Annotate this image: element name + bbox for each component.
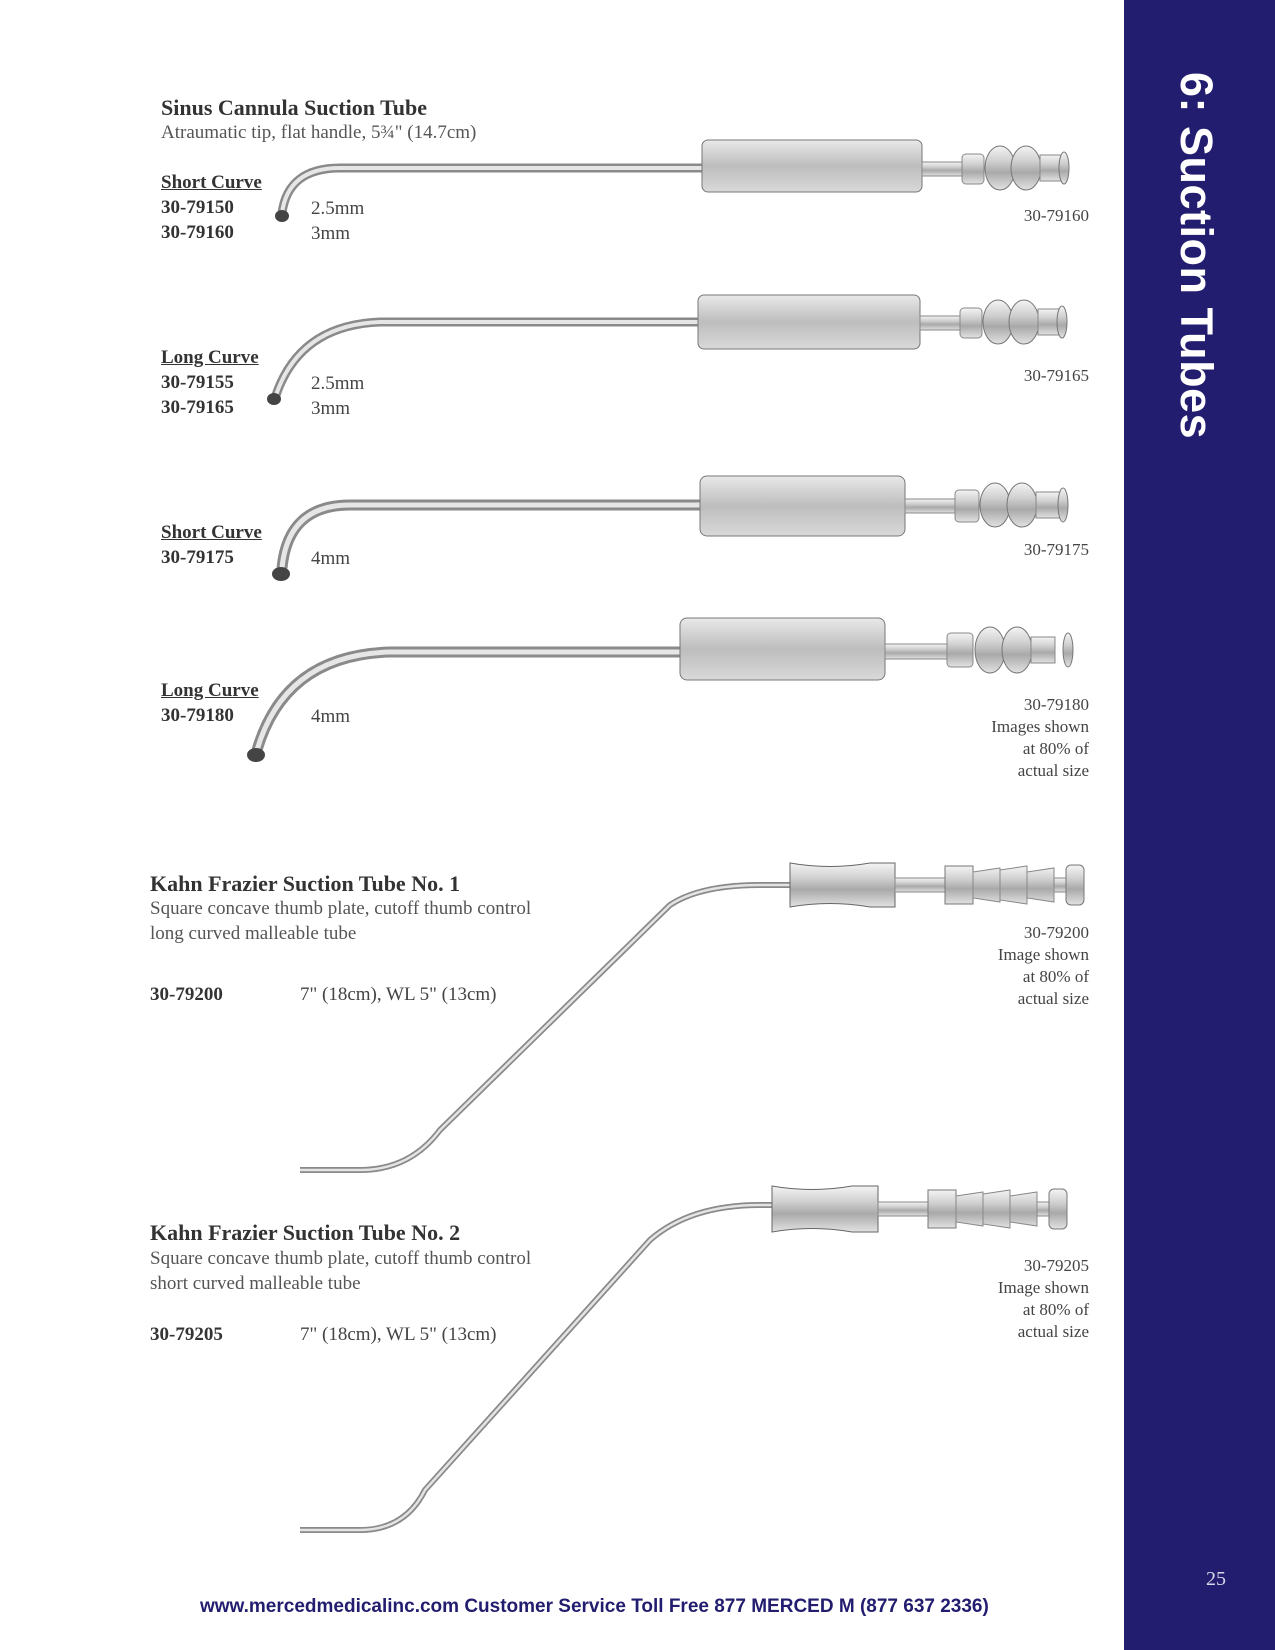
- product-code: 30-79165: [161, 397, 234, 418]
- chapter-title: 6: Suction Tubes: [1171, 72, 1222, 440]
- kahn-frazier-1-title: Kahn Frazier Suction Tube No. 1: [150, 871, 461, 896]
- group-1-heading: Short Curve: [161, 172, 262, 193]
- product-code: 30-79160: [161, 222, 234, 243]
- instrument-30-79165-image: [267, 295, 1067, 405]
- footer-contact: www.mercedmedicalinc.com Customer Service Toll Free 877 MERCED M (877 637 2336): [200, 1596, 989, 1617]
- group-3-heading: Short Curve: [161, 522, 262, 543]
- product-size: 2.5mm: [311, 198, 365, 219]
- product-size: 3mm: [311, 223, 351, 244]
- kahn-frazier-2-description: Square concave thumb plate, cutoff thumb control: [150, 1248, 532, 1269]
- instrument-30-79175-image: [272, 476, 1068, 581]
- product-size: 4mm: [311, 548, 351, 569]
- product-size: 2.5mm: [311, 373, 365, 394]
- product-size: 3mm: [311, 398, 351, 419]
- product-size: 7" (18cm), WL 5" (13cm): [300, 1324, 497, 1345]
- product-code: 30-79180: [161, 705, 234, 726]
- group-2-heading: Long Curve: [161, 347, 259, 368]
- product-code: 30-79150: [161, 197, 234, 218]
- image-caption: 30-79165: [1023, 366, 1089, 385]
- instrument-30-79180-image: [247, 618, 1073, 762]
- image-caption: 30-79160: [1023, 206, 1089, 225]
- group-4-heading: Long Curve: [161, 680, 259, 701]
- kahn-frazier-2-title: Kahn Frazier Suction Tube No. 2: [150, 1220, 461, 1245]
- image-caption: 30-79180 Images shown at 80% of actual size: [991, 695, 1089, 780]
- sinus-cannula-description: Atraumatic tip, flat handle, 5¾" (14.7cm): [161, 122, 477, 143]
- product-size: 4mm: [311, 706, 351, 727]
- product-code: 30-79205: [150, 1324, 223, 1345]
- kahn-frazier-1-description: Square concave thumb plate, cutoff thumb control: [150, 898, 532, 919]
- kahn-frazier-1-description: long curved malleable tube: [150, 923, 357, 944]
- kahn-frazier-2-description: short curved malleable tube: [150, 1273, 361, 1294]
- image-caption: 30-79175: [1023, 540, 1089, 559]
- page-number: 25: [1206, 1568, 1226, 1590]
- image-caption: 30-79200 Image shown at 80% of actual size: [997, 923, 1089, 1008]
- product-code: 30-79175: [161, 547, 234, 568]
- product-code: 30-79200: [150, 984, 223, 1005]
- product-code: 30-79155: [161, 372, 234, 393]
- instrument-30-79160-image: [275, 140, 1069, 222]
- sinus-cannula-title: Sinus Cannula Suction Tube: [161, 95, 427, 120]
- product-size: 7" (18cm), WL 5" (13cm): [300, 984, 497, 1005]
- image-caption: 30-79205 Image shown at 80% of actual size: [997, 1256, 1089, 1341]
